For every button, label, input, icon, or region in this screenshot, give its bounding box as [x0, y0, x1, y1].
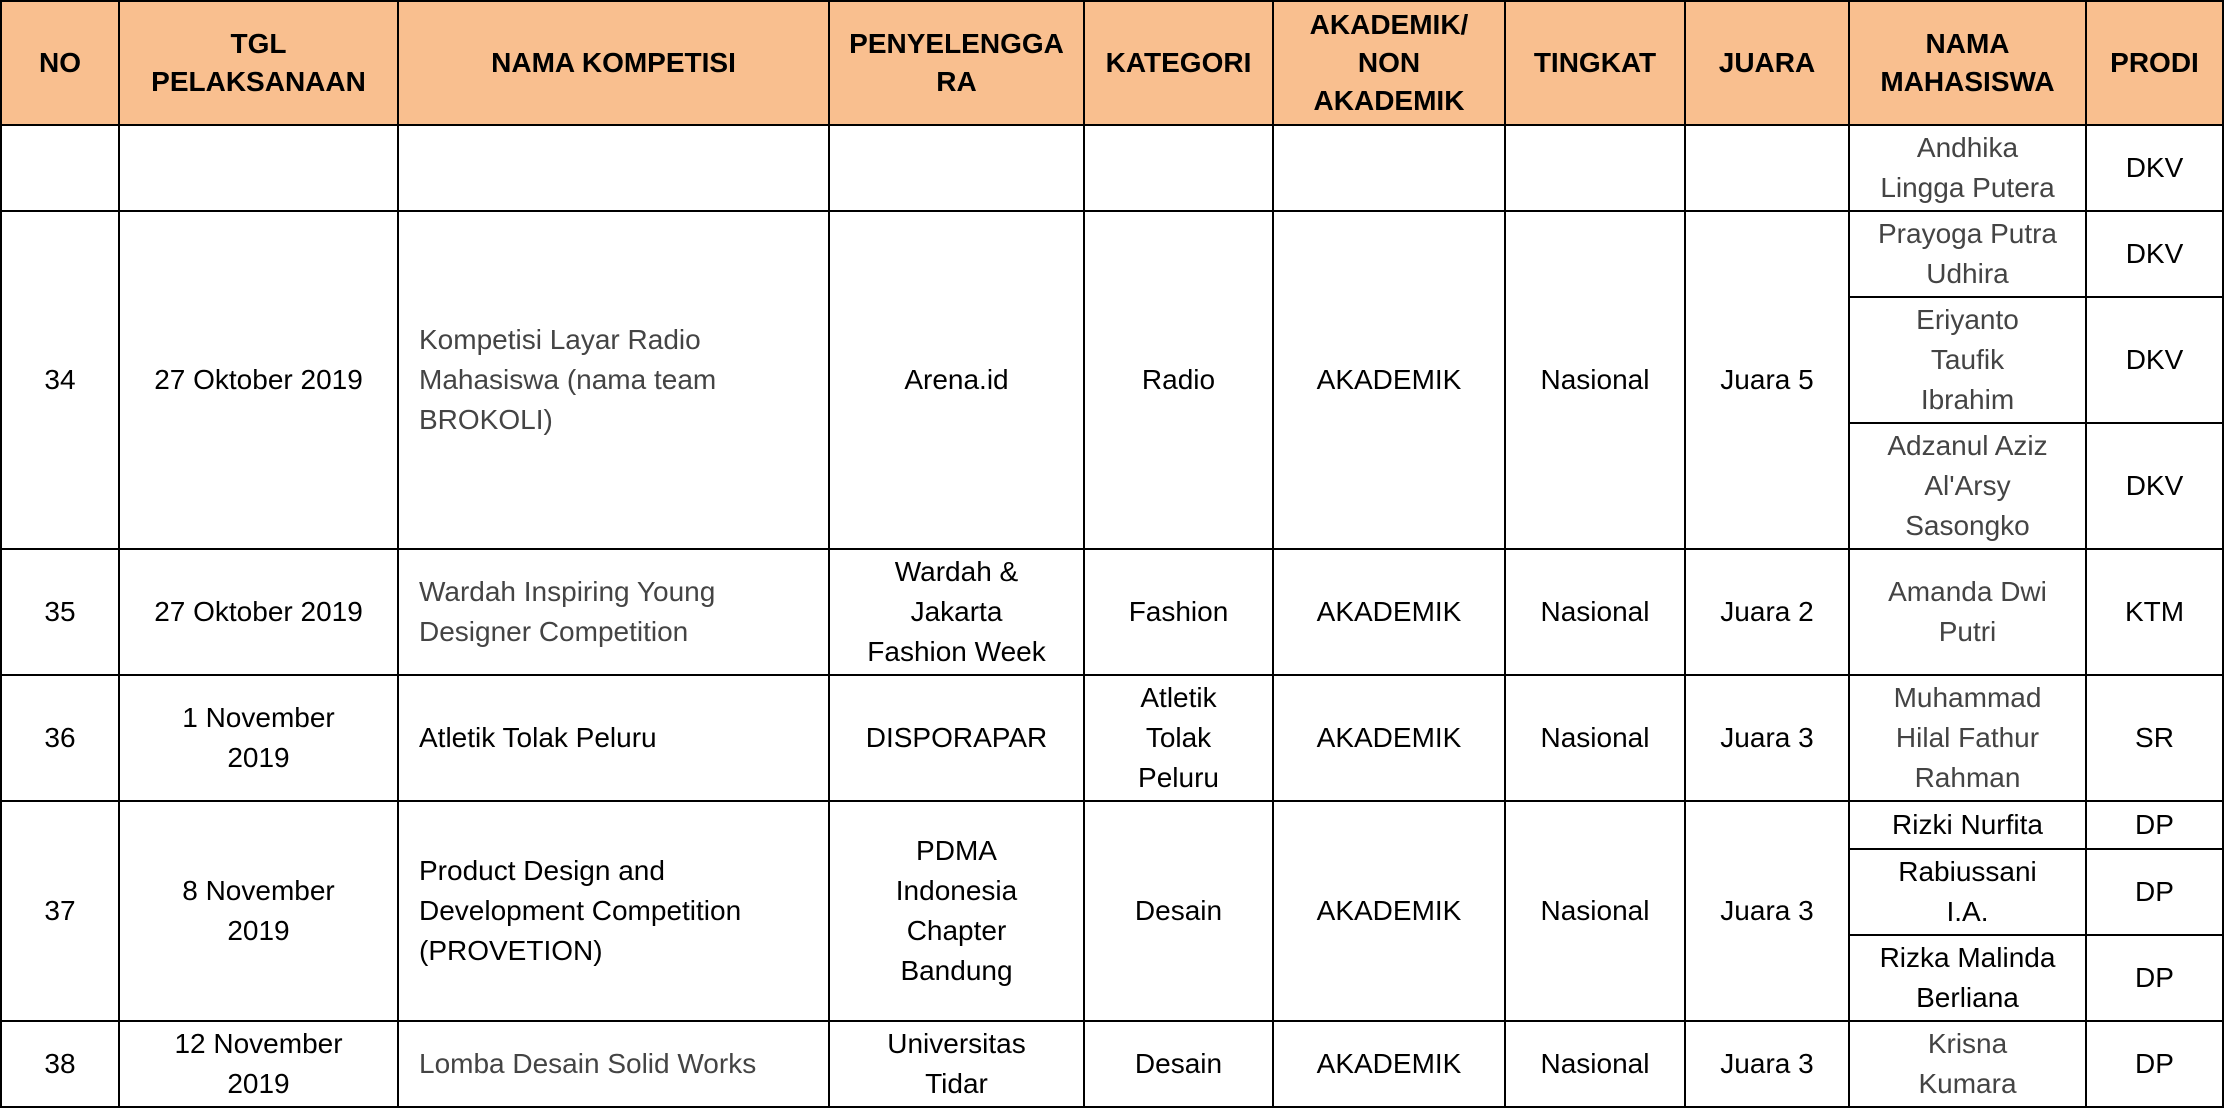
cell-nama-mahasiswa: Eriyanto Taufik Ibrahim: [1849, 297, 2086, 423]
cell-prodi: DP: [2086, 849, 2223, 935]
cell-penyelenggara: Universitas Tidar: [829, 1021, 1084, 1107]
cell-juara: [1685, 125, 1849, 211]
cell-akademik: [1273, 125, 1505, 211]
table-row: [1, 549, 2223, 675]
cell-tgl: 1 November 2019: [119, 675, 398, 801]
cell-tingkat: [1505, 125, 1685, 211]
cell-prodi: DKV: [2086, 423, 2223, 549]
header-prodi: PRODI: [2086, 1, 2223, 125]
cell-nama-mahasiswa: Adzanul Aziz Al'Arsy Sasongko: [1849, 423, 2086, 549]
cell-tgl: 12 November 2019: [119, 1021, 398, 1107]
table-row: [1, 211, 2223, 297]
table-row: [1, 1021, 2223, 1107]
cell-nama-mahasiswa: Andhika Lingga Putera: [1849, 125, 2086, 211]
cell-tgl: [119, 125, 398, 211]
cell-kategori: Desain: [1084, 1021, 1273, 1107]
header-nama-kompetisi: NAMA KOMPETISI: [398, 1, 829, 125]
cell-nama-kompetisi: Lomba Desain Solid Works: [398, 1021, 829, 1107]
header-row: [1, 1, 2223, 125]
cell-penyelenggara: PDMA Indonesia Chapter Bandung: [829, 801, 1084, 1021]
cell-prodi: DKV: [2086, 211, 2223, 297]
cell-no: 38: [1, 1021, 119, 1107]
cell-prodi: KTM: [2086, 549, 2223, 675]
cell-prodi: DP: [2086, 935, 2223, 1021]
cell-no: 36: [1, 675, 119, 801]
header-penyelenggara: PENYELENGGA RA: [829, 1, 1084, 125]
cell-nama-mahasiswa: Rizki Nurfita: [1849, 801, 2086, 849]
cell-no: 34: [1, 211, 119, 549]
cell-tingkat: Nasional: [1505, 549, 1685, 675]
cell-kategori: [1084, 125, 1273, 211]
cell-penyelenggara: [829, 125, 1084, 211]
cell-tingkat: Nasional: [1505, 1021, 1685, 1107]
header-kategori: KATEGORI: [1084, 1, 1273, 125]
cell-nama-kompetisi: Wardah Inspiring Young Designer Competition: [398, 549, 829, 675]
cell-tgl: 8 November 2019: [119, 801, 398, 1021]
table-row: [1, 675, 2223, 801]
cell-prodi: DKV: [2086, 125, 2223, 211]
cell-nama-mahasiswa: Amanda Dwi Putri: [1849, 549, 2086, 675]
table-row: [1, 125, 2223, 211]
cell-kategori: Desain: [1084, 801, 1273, 1021]
cell-tgl: 27 Oktober 2019: [119, 549, 398, 675]
cell-nama-kompetisi: Atletik Tolak Peluru: [398, 675, 829, 801]
cell-juara: Juara 5: [1685, 211, 1849, 549]
cell-akademik: AKADEMIK: [1273, 1021, 1505, 1107]
cell-nama-mahasiswa: Muhammad Hilal Fathur Rahman: [1849, 675, 2086, 801]
cell-penyelenggara: DISPORAPAR: [829, 675, 1084, 801]
cell-nama-kompetisi: [398, 125, 829, 211]
table-row: [1, 801, 2223, 849]
cell-tingkat: Nasional: [1505, 675, 1685, 801]
cell-tingkat: Nasional: [1505, 801, 1685, 1021]
cell-nama-mahasiswa: Krisna Kumara: [1849, 1021, 2086, 1107]
cell-nama-mahasiswa: Prayoga Putra Udhira: [1849, 211, 2086, 297]
cell-prodi: DP: [2086, 1021, 2223, 1107]
cell-juara: Juara 3: [1685, 1021, 1849, 1107]
cell-nama-mahasiswa: Rabiussani I.A.: [1849, 849, 2086, 935]
cell-akademik: AKADEMIK: [1273, 211, 1505, 549]
cell-no: 37: [1, 801, 119, 1021]
cell-no: 35: [1, 549, 119, 675]
cell-nama-kompetisi: Product Design and Development Competition (PROVETION): [398, 801, 829, 1021]
header-juara: JUARA: [1685, 1, 1849, 125]
header-tgl-pelaksanaan: TGL PELAKSANAAN: [119, 1, 398, 125]
header-no: NO: [1, 1, 119, 125]
cell-tgl: 27 Oktober 2019: [119, 211, 398, 549]
cell-kategori: Radio: [1084, 211, 1273, 549]
header-akademik: AKADEMIK/ NON AKADEMIK: [1273, 1, 1505, 125]
cell-nama-kompetisi: Kompetisi Layar Radio Mahasiswa (nama team BROKOLI): [398, 211, 829, 549]
cell-kategori: Fashion: [1084, 549, 1273, 675]
cell-kategori: Atletik Tolak Peluru: [1084, 675, 1273, 801]
header-nama-mahasiswa: NAMA MAHASISWA: [1849, 1, 2086, 125]
cell-penyelenggara: Wardah & Jakarta Fashion Week: [829, 549, 1084, 675]
cell-prodi: SR: [2086, 675, 2223, 801]
cell-akademik: AKADEMIK: [1273, 801, 1505, 1021]
cell-nama-mahasiswa: Rizka Malinda Berliana: [1849, 935, 2086, 1021]
cell-juara: Juara 2: [1685, 549, 1849, 675]
cell-no: [1, 125, 119, 211]
header-tingkat: TINGKAT: [1505, 1, 1685, 125]
cell-tingkat: Nasional: [1505, 211, 1685, 549]
cell-prodi: DP: [2086, 801, 2223, 849]
cell-penyelenggara: Arena.id: [829, 211, 1084, 549]
cell-prodi: DKV: [2086, 297, 2223, 423]
cell-juara: Juara 3: [1685, 675, 1849, 801]
cell-juara: Juara 3: [1685, 801, 1849, 1021]
cell-akademik: AKADEMIK: [1273, 549, 1505, 675]
cell-akademik: AKADEMIK: [1273, 675, 1505, 801]
